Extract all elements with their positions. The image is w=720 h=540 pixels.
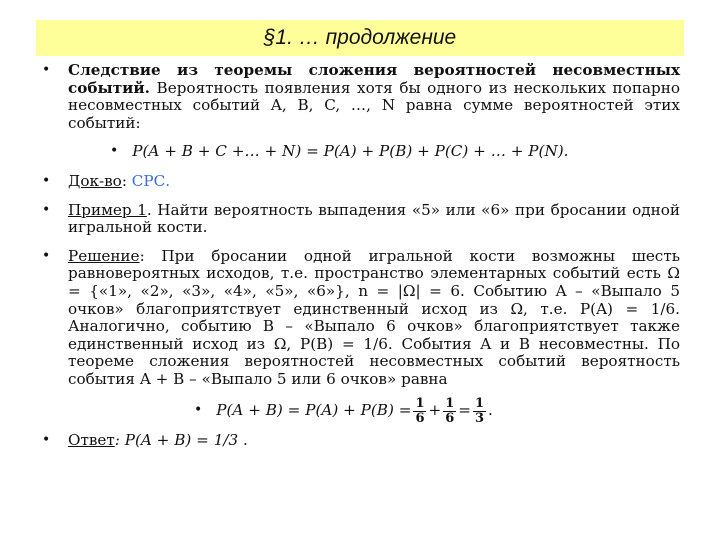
bullet-answer xyxy=(42,432,680,450)
bullet-icon: • xyxy=(42,62,51,78)
bullet-example xyxy=(42,202,680,237)
slide-title-bar xyxy=(36,20,684,56)
corollary-heading: Следствие из теоремы сложения вероятностей несовместных событий. xyxy=(68,61,680,97)
sub-bullet-icon: • xyxy=(110,143,119,160)
example-label: Пример 1 xyxy=(68,200,147,219)
slide-title: §1. … продолжение xyxy=(263,26,457,49)
fraction-one-sixth-a: $\frac{1}{6}$ xyxy=(415,395,425,426)
solution-text: : При бросании одной игральной кости возможны шесть равновероятных исходов, т.е. пространство элементарных событий есть Ω = {«1», «2», «3», «4», «5», «6»}, n = |Ω| = 6. Событию A – «Выпало 5 очков» благоприятствует единственный исход из Ω, т.е. P(A) = 1/6. Аналогично, событию B – «Выпало 6 очков» благоприятствует также единственный исход из Ω, P(B) = 1/6. События A и B несовместны. По теореме сложения вероятностей несовместных событий вероятность события A + B – «Выпало 5 или 6 очков» равна xyxy=(68,246,680,388)
bullet-icon: • xyxy=(42,247,51,264)
bullet-corollary xyxy=(42,62,680,132)
equals-sign: = xyxy=(458,401,471,420)
example-text: . Найти вероятность выпадения «5» или «6» при бросании одной игральной кости. xyxy=(68,200,680,237)
proof-label: Док-во xyxy=(68,171,122,190)
fraction-one-third: $\frac{1}{3}$ xyxy=(475,395,485,426)
corollary-formula: P(A + B + C +… + N) = P(A) + P(B) + P(C) + … + P(N). xyxy=(132,142,569,161)
formula-period: . xyxy=(488,401,493,420)
bullet-icon: • xyxy=(42,201,51,218)
sub-bullet-icon: • xyxy=(194,402,203,419)
bullet-icon: • xyxy=(42,172,51,189)
proof-colon: : xyxy=(121,171,132,190)
solution-formula-prefix: P(A + B) = P(A) + P(B) = xyxy=(216,401,412,420)
corollary-text: Вероятность появления хотя бы одного из нескольких попарно несовместных событий A, B, C, …, N равна сумме вероятностей этих событий: xyxy=(68,78,680,132)
corollary-formula-row xyxy=(110,143,720,161)
proof-value: СРС. xyxy=(131,171,171,190)
fraction-one-sixth-b: $\frac{1}{6}$ xyxy=(445,395,455,426)
bullet-proof xyxy=(42,173,680,191)
bullet-solution xyxy=(42,248,680,389)
solution-formula-row xyxy=(194,397,720,426)
answer-label: Ответ xyxy=(68,430,115,449)
solution-label: Решение xyxy=(68,246,140,265)
plus-sign: + xyxy=(428,401,442,420)
bullet-icon: • xyxy=(42,431,51,448)
answer-text: : P(A + B) = 1/3 . xyxy=(114,430,248,449)
slide-content xyxy=(42,62,680,460)
